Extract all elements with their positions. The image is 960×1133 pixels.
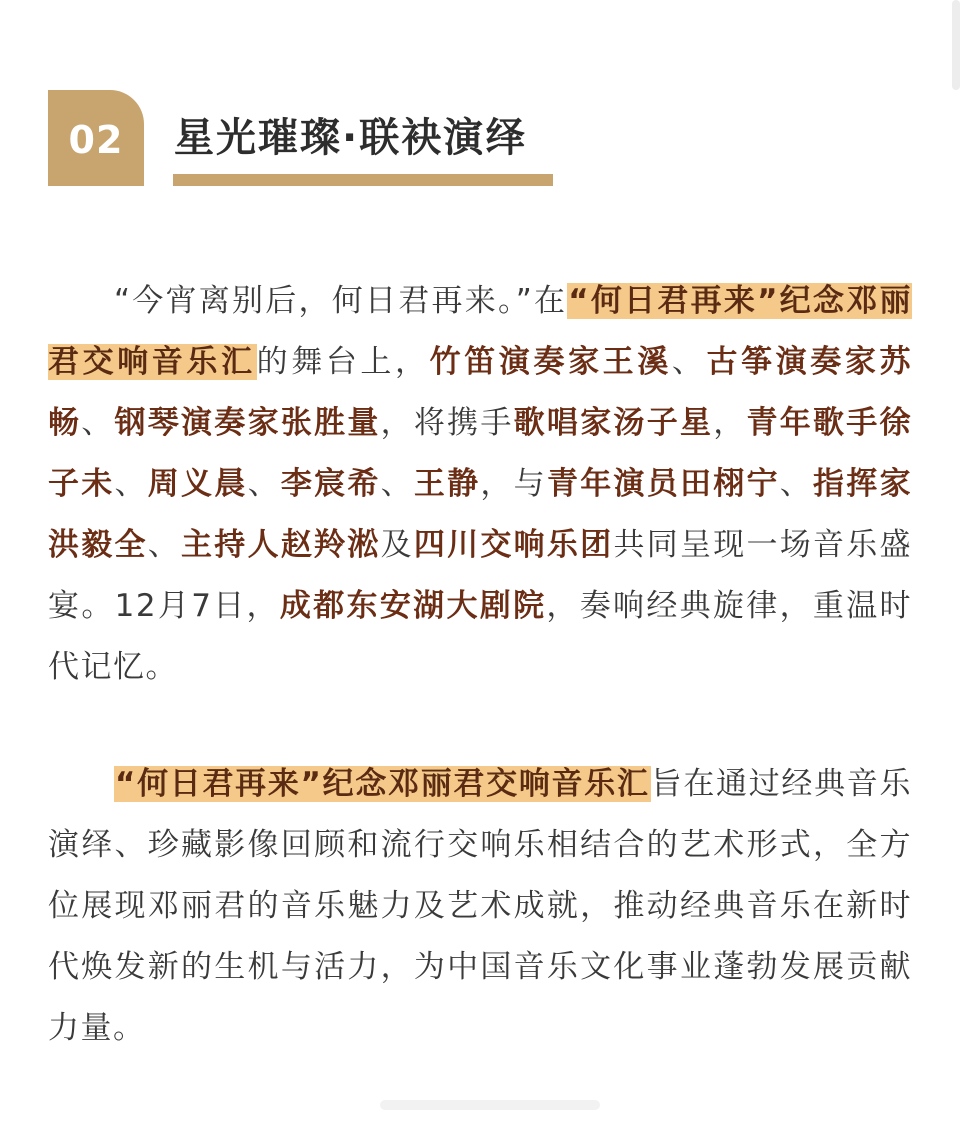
orchestra-name: 四川交响乐团 xyxy=(413,527,614,563)
performer-name: 竹笛演奏家王溪 xyxy=(429,344,672,380)
text-segment: 、 xyxy=(779,466,814,502)
section-header xyxy=(48,90,568,190)
text-segment: 、 xyxy=(147,527,182,563)
text-segment: 、 xyxy=(671,344,707,380)
text-segment: 的舞台上， xyxy=(256,344,430,380)
text-segment: 共同呈现一场音乐盛宴。12月7日， xyxy=(48,527,913,624)
performer-name: 主持人赵羚淞 xyxy=(181,527,381,563)
text-segment: ，与 xyxy=(480,466,547,502)
text-segment: ，奏响经典旋律，重温时代记忆。 xyxy=(48,588,913,685)
performer-name: 青年歌手徐子未 xyxy=(48,405,913,502)
paragraph-intro xyxy=(48,271,912,698)
paragraph-purpose xyxy=(48,754,912,1059)
section-number-badge: 02 xyxy=(48,90,144,186)
highlighted-concert-name: “何日君再来”纪念邓丽君交响音乐汇 xyxy=(48,283,912,380)
text-segment: ， xyxy=(713,405,747,441)
title-underline xyxy=(173,174,553,186)
performer-name: 李宸希 xyxy=(280,466,381,502)
performer-name: 歌唱家汤子星 xyxy=(513,405,714,441)
scrollbar-thumb[interactable] xyxy=(952,0,960,90)
text-segment: 、 xyxy=(114,466,148,502)
section-title: 星光璀璨·联袂演绎 xyxy=(174,115,528,161)
text-segment: 、 xyxy=(247,466,281,502)
performer-name: 古筝演奏家苏畅 xyxy=(48,344,913,441)
performer-name: 青年演员田栩宁 xyxy=(546,466,780,502)
text-segment: “今宵离别后，何日君再来。”在 xyxy=(114,283,568,319)
highlighted-concert-name: “何日君再来”纪念邓丽君交响音乐汇 xyxy=(115,766,650,802)
text-segment: 及 xyxy=(380,527,414,563)
performer-name: 钢琴演奏家张胜量 xyxy=(114,405,381,441)
venue-name: 成都东安湖大剧院 xyxy=(279,588,547,624)
bottom-divider xyxy=(380,1100,600,1110)
performer-name: 指挥家洪毅全 xyxy=(48,466,913,563)
text-segment: 、 xyxy=(380,466,414,502)
performer-name: 王静 xyxy=(413,466,481,502)
text-segment: 旨在通过经典音乐演绎、珍藏影像回顾和流行交响乐相结合的艺术形式，全方位展现邓丽君的音乐魅力及艺术成就，推动经典音乐在新时代焕发新的生机与活力，为中国音乐文化事业蓬勃发展贡献力量。 xyxy=(48,766,913,1046)
text-segment: 、 xyxy=(81,405,115,441)
text-segment: ，将携手 xyxy=(380,405,514,441)
performer-name: 周义晨 xyxy=(147,466,248,502)
